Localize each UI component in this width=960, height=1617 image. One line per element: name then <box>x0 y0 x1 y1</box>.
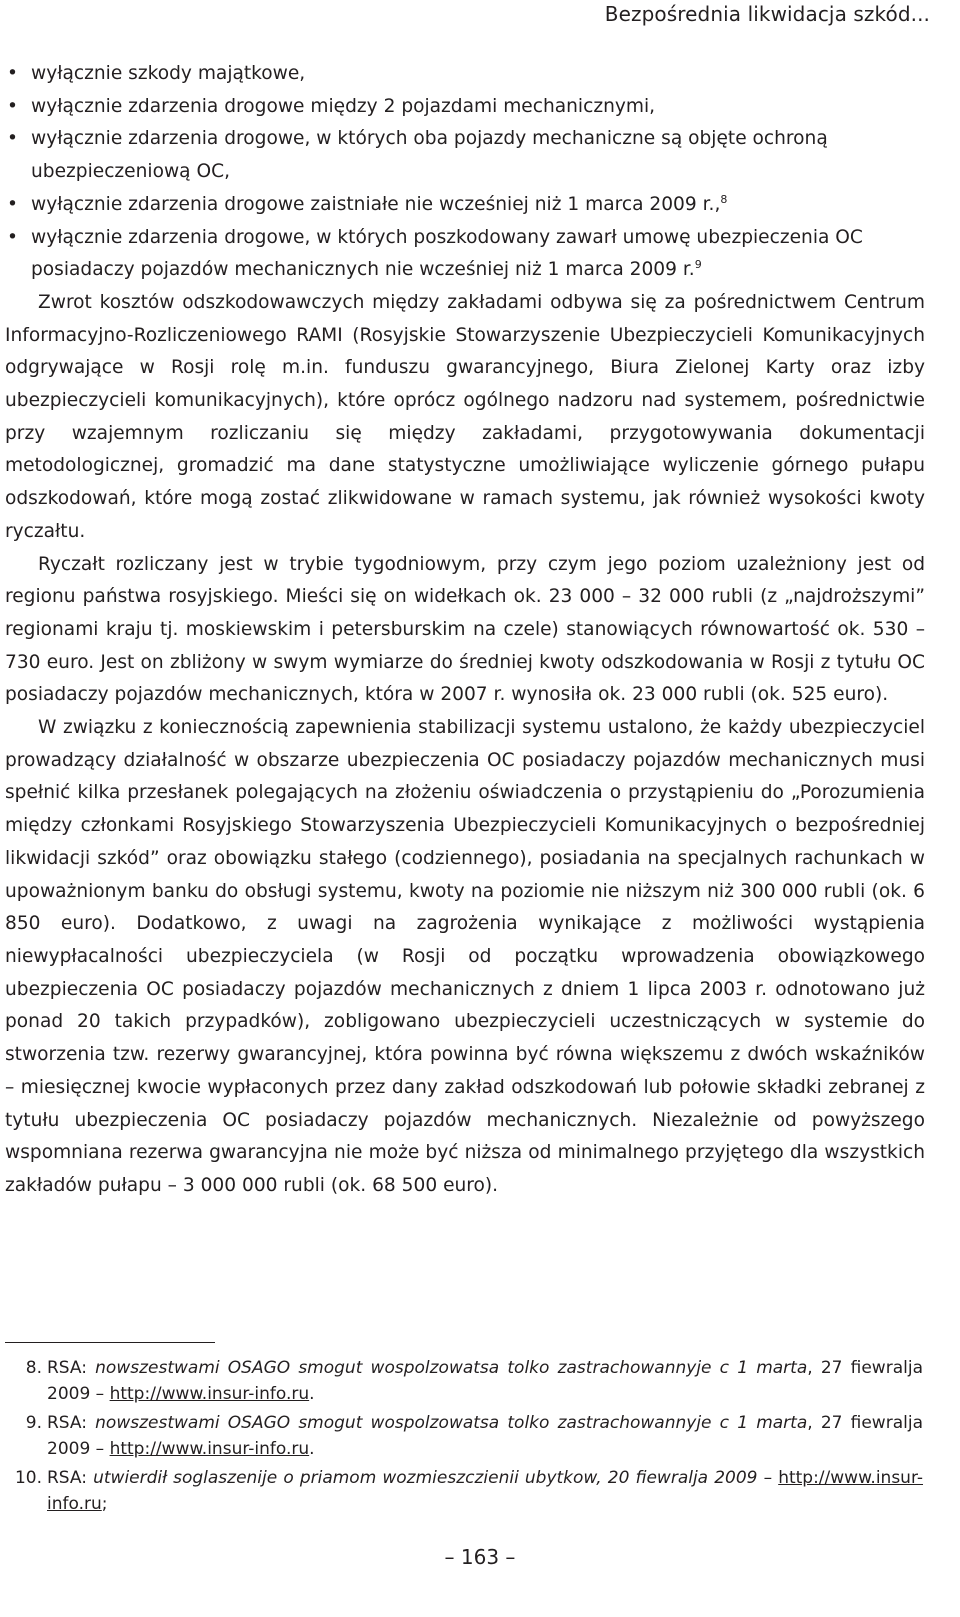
page-number: – 163 – <box>444 1545 516 1569</box>
footnote-ref[interactable]: 8 <box>720 192 728 206</box>
paragraph: W związku z koniecznością zapewnienia stabilizacji systemu ustalono, że każdy ubezpieczyciel prowadzący działalność w obszarze ubezpieczenia OC posiadaczy pojazdów mechanicznych musi spełnić kilka przesłanek polegających na złożeniu oświadczenia o przystąpieniu do „Porozumienia między członkami Rosyjskiego Stowarzyszenia Ubezpieczycieli Komunikacyjnych o bezpośredniej likwidacji szkód” oraz obowiązku stałego (codziennego), posiadania na specjalnych rachunkach w upoważnionym banku do obsługi systemu, kwoty na poziomie nie niższym niż 300 000 rubli (ok. 6 850 euro). Dodatkowo, z uwagi na zagrożenia wynikające z możliwości wystąpienia niewypłacalności ubezpieczyciela (w Rosji od początku wprowadzenia obowiązkowego ubezpieczenia OC posiadaczy pojazdów mechanicznych z dniem 1 lipca 2003 r. odnotowano już ponad 20 takich przypadków), zobligowano ubezpieczycieli uczestniczących w systemie do stworzenia tzw. rezerwy gwarancyjnej, która powinna być równa większemu z dwóch wskaźników – miesięcznej kwocie wypłaconych przez dany zakład odszkodowań lub połowie składki zebranej z tytułu ubezpieczenia OC posiadaczy pojazdów mechanicznych. Niezależnie od powyższego wspomniana rezerwa gwarancyjna nie może być niższa od minimalnego przyjętego dla wszystkich zakładów pułapu – 3 000 000 rubli (ok. 68 500 euro). <box>5 717 925 1196</box>
footnote-title: utwierdił soglaszenije o priamom wozmieszczienii ubytkow, 20 fiewralja 2009 <box>93 1468 758 1488</box>
criteria-list <box>5 58 925 287</box>
footnote-number: 10. <box>14 1468 42 1488</box>
running-header: Bezpośrednia likwidacja szkód... <box>604 2 930 26</box>
list-item: • wyłącznie zdarzenia drogowe między 2 pojazdami mechanicznymi, <box>5 91 925 124</box>
footnote-link[interactable]: http://www.insur-info.ru <box>109 1438 310 1459</box>
footnote: 8. RSA: nowszestwami OSAGO smogut wospolzowatsa tolko zastrachowannyje c 1 marta, 27 fiewralja 2009 – http://www.insur-info.ru. <box>5 1356 923 1407</box>
footnote-link[interactable]: http://www.insur-info.ru <box>47 1468 923 1514</box>
list-item: • wyłącznie zdarzenia drogowe, w których oba pojazdy mechaniczne są objęte ochroną ubezpieczeniową OC, <box>5 123 925 188</box>
footnote-ref[interactable]: 9 <box>694 258 702 272</box>
footnote-title: nowszestwami OSAGO smogut wospolzowatsa tolko zastrachowannyje c 1 marta <box>95 1413 808 1433</box>
footnote: 10. RSA: utwierdił soglaszenije o priamom wozmieszczienii ubytkow, 20 fiewralja 2009 – http://www.insur-info.ru; <box>5 1466 923 1517</box>
paragraph: Ryczałt rozliczany jest w trybie tygodniowym, przy czym jego poziom uzależniony jest od regionu państwa rosyjskiego. Mieści się on widełkach ok. 23 000 – 32 000 rubli (z „najdroższymi” regionami kraju tj. moskiewskim i petersburskim na czele) stanowiących równowartość ok. 530 – 730 euro. Jest on zbliżony w swym wymiarze do średniej kwoty odszkodowania w Rosji z tytułu OC posiadaczy pojazdów mechanicznych, która w 2007 r. wynosiła ok. 23 000 rubli (ok. 525 euro). <box>5 553 925 706</box>
footnote-number: 8. <box>25 1358 42 1378</box>
footnote-title: nowszestwami OSAGO smogut wospolzowatsa tolko zastrachowannyje c 1 marta <box>95 1358 808 1378</box>
footnote-number: 9. <box>25 1413 42 1433</box>
footnote-link[interactable]: http://www.insur-info.ru <box>109 1383 310 1404</box>
main-text <box>5 58 925 1203</box>
list-item: • wyłącznie szkody majątkowe, <box>5 58 925 91</box>
paragraph: Zwrot kosztów odszkodowawczych między zakładami odbywa się za pośrednictwem Centrum Informacyjno-Rozliczeniowego RAMI (Rosyjskie Stowarzyszenie Ubezpieczycieli Komunikacyjnych odgrywające w Rosji rolę m.in. funduszu gwarancyjnego, Biura Zielonej Karty oraz izby ubezpieczycieli komunikacyjnych), które oprócz ogólnego nadzoru nad systemem, pośrednictwie przy wzajemnym rozliczaniu się między zakładami, przygotowywania dokumentacji metodologicznej, gromadzić ma dane statystyczne umożliwiające wyliczenie górnego pułapu odszkodowań, które mogą zostać zlikwidowane w ramach systemu, jak również wysokości kwoty ryczałtu. <box>5 291 925 542</box>
footnote-divider <box>5 1342 215 1343</box>
list-item: • wyłącznie zdarzenia drogowe, w których poszkodowany zawarł umowę ubezpieczenia OC posiadaczy pojazdów mechanicznych nie wcześniej niż 1 marca 2009 r.$^9$ <box>5 222 925 287</box>
footnote: 9. RSA: nowszestwami OSAGO smogut wospolzowatsa tolko zastrachowannyje c 1 marta, 27 fiewralja 2009 – http://www.insur-info.ru. <box>5 1411 923 1462</box>
footnotes <box>5 1356 923 1521</box>
list-item: • wyłącznie zdarzenia drogowe zaistniałe nie wcześniej niż 1 marca 2009 r.,$^8$ <box>5 189 925 222</box>
